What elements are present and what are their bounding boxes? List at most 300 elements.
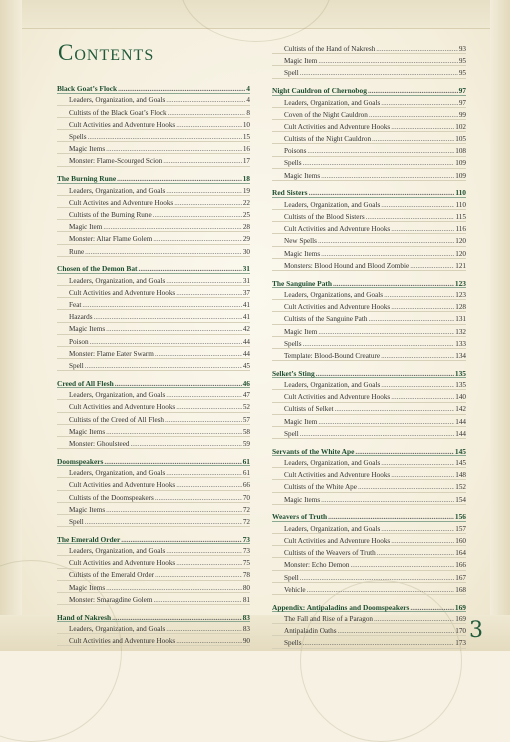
toc-entry[interactable] [57, 556, 250, 568]
toc-entry[interactable] [272, 624, 466, 636]
toc-entry[interactable] [57, 245, 250, 257]
toc-entry[interactable] [272, 54, 466, 66]
toc-entry[interactable] [57, 478, 250, 490]
section-title: Night Cauldron of Chernobog [272, 86, 367, 96]
entry-title: Cultists of the Doomspeakers [69, 493, 154, 502]
entry-page-number: 154 [455, 495, 466, 504]
entry-page-number: 128 [455, 303, 466, 312]
entry-title: Monster: Ghoulsteed [69, 439, 130, 448]
toc-entry[interactable] [57, 130, 250, 142]
entry-page-number: 75 [242, 559, 250, 568]
dot-leader [106, 326, 242, 333]
entry-page-number: 134 [455, 351, 466, 360]
entry-page-number: 83 [242, 625, 250, 634]
entry-title: Magic Items [69, 325, 106, 334]
toc-section-heading[interactable] [272, 184, 466, 198]
entry-title: Monster: Smaragdine Golem [69, 595, 153, 604]
toc-entry[interactable] [272, 636, 466, 648]
toc-section-heading[interactable] [57, 609, 250, 623]
toc-entry[interactable] [57, 437, 250, 449]
dot-leader [391, 304, 454, 311]
dot-leader [309, 189, 455, 196]
entry-title: Cultists of the White Ape [284, 483, 357, 492]
entry-page-number: 97 [458, 98, 466, 107]
dot-leader [88, 134, 242, 141]
dot-leader [307, 587, 455, 594]
entry-page-number: 42 [242, 325, 250, 334]
entry-title: Cultists of the Black Goat’s Flock [69, 108, 167, 117]
entry-title: Magic Item [284, 417, 318, 426]
dot-leader [391, 394, 454, 401]
entry-title: The Fall and Rise of a Paragon [284, 614, 374, 623]
dot-leader [166, 470, 242, 477]
dot-leader [153, 236, 242, 243]
toc-entry[interactable] [57, 544, 250, 556]
dot-leader [94, 314, 242, 321]
entry-title: Magic Items [69, 505, 106, 514]
entry-page-number: 80 [242, 583, 250, 592]
toc-entry[interactable] [57, 466, 250, 478]
dot-leader [115, 380, 242, 387]
toc-section-heading[interactable] [57, 453, 250, 467]
entry-title: Cult Activities and Adventure Hooks [284, 471, 391, 480]
toc-entry[interactable] [272, 288, 466, 300]
entry-title: Cult Activities and Adventure Hooks [284, 393, 391, 402]
toc-entry[interactable] [272, 312, 466, 324]
dot-leader [366, 214, 455, 221]
toc-entry[interactable] [272, 144, 466, 156]
entry-title: New Spells [284, 237, 317, 246]
entry-title: Monster: Altar Flame Golem [69, 235, 153, 244]
entry-page-number: 173 [455, 639, 466, 648]
toc-left-column [57, 80, 250, 646]
entry-title: Cultists of the Weavers of Truth [284, 549, 376, 558]
toc-entry[interactable] [57, 118, 250, 130]
entry-title: Leaders, Organization, and Goals [284, 459, 381, 468]
dot-leader [391, 472, 454, 479]
entry-page-number: 168 [455, 585, 466, 594]
entry-title: Monster: Flame Eater Swarm [69, 349, 154, 358]
toc-entry[interactable] [272, 108, 466, 120]
dot-leader [166, 97, 245, 104]
toc-section-heading[interactable] [57, 375, 250, 389]
toc-entry[interactable] [272, 415, 466, 427]
entry-title: Antipaladin Oaths [284, 627, 337, 636]
toc-section-heading[interactable] [272, 598, 466, 612]
entry-page-number: 28 [242, 223, 250, 232]
dot-leader [106, 585, 242, 592]
toc-entry[interactable] [272, 349, 466, 361]
toc-section-heading[interactable] [272, 365, 466, 379]
entry-title: Monster: Echo Demon [284, 561, 350, 570]
toc-entry[interactable] [57, 503, 250, 515]
entry-title: Spells [284, 639, 302, 648]
section-page-number: 18 [242, 174, 250, 184]
entry-title: Cultists of the Blood Sisters [284, 213, 365, 222]
toc-entry[interactable] [57, 335, 250, 347]
dot-leader [384, 292, 454, 299]
toc-right-column [272, 42, 466, 649]
entry-page-number: 120 [455, 249, 466, 258]
dot-leader [303, 160, 455, 167]
section-title: Doomspeakers [57, 456, 104, 466]
dot-leader [153, 212, 242, 219]
entry-page-number: 70 [242, 493, 250, 502]
entry-page-number: 19 [242, 186, 250, 195]
toc-entry[interactable] [272, 583, 466, 595]
entry-page-number: 61 [242, 469, 250, 478]
toc-entry[interactable] [57, 154, 250, 166]
dot-leader [410, 263, 454, 270]
entry-page-number: 166 [455, 561, 466, 570]
entry-title: Vehicle [284, 585, 306, 594]
toc-entry[interactable] [57, 298, 250, 310]
toc-entry[interactable] [57, 274, 250, 286]
dot-leader [85, 363, 242, 370]
entry-title: Magic Item [69, 223, 103, 232]
toc-entry[interactable] [272, 247, 466, 259]
entry-page-number: 8 [246, 108, 250, 117]
dot-leader [174, 200, 242, 207]
toc-entry[interactable] [57, 347, 250, 359]
toc-entry[interactable] [57, 232, 250, 244]
entry-title: Feat [69, 301, 82, 310]
toc-entry[interactable] [57, 491, 250, 503]
dot-leader [166, 548, 242, 555]
section-page-number: 83 [242, 612, 250, 622]
toc-entry[interactable] [272, 96, 466, 108]
section-page-number: 156 [454, 512, 466, 522]
section-title: The Burning Rune [57, 174, 117, 184]
toc-entry[interactable] [272, 300, 466, 312]
toc-entry[interactable] [272, 558, 466, 570]
dot-leader [166, 392, 242, 399]
dot-leader [381, 100, 458, 107]
toc-entry[interactable] [57, 634, 250, 646]
toc-entry[interactable] [272, 120, 466, 132]
toc-entry[interactable] [57, 569, 250, 581]
entry-title: Cult Activities and Adventure Hooks [69, 120, 176, 129]
entry-page-number: 109 [455, 159, 466, 168]
toc-entry[interactable] [57, 196, 250, 208]
dot-leader [176, 638, 242, 645]
toc-entry[interactable] [57, 413, 250, 425]
entry-title: Leaders, Organizations, and Goals [284, 290, 384, 299]
toc-entry[interactable] [272, 132, 466, 144]
entry-title: Leaders, Organization, and Goals [69, 469, 166, 478]
section-page-number: 110 [455, 188, 466, 198]
toc-entry[interactable] [272, 169, 466, 181]
entry-page-number: 93 [458, 44, 466, 53]
entry-page-number: 45 [242, 362, 250, 371]
toc-entry[interactable] [57, 208, 250, 220]
toc-entry[interactable] [57, 323, 250, 335]
dot-leader [376, 46, 458, 53]
entry-title: Cult Activities and Adventure Hooks [69, 559, 176, 568]
entry-title: Spells [69, 133, 87, 142]
entry-page-number: 44 [242, 349, 250, 358]
dot-leader [381, 353, 454, 360]
dot-leader [300, 575, 454, 582]
toc-entry[interactable] [272, 522, 466, 534]
entry-page-number: 120 [455, 237, 466, 246]
entry-title: Cultists of the Burning Rune [69, 210, 152, 219]
dot-leader [176, 482, 242, 489]
dot-leader [138, 265, 241, 272]
toc-entry[interactable] [57, 581, 250, 593]
section-page-number: 73 [242, 534, 250, 544]
entry-title: Cultists of the Hand of Nakresh [284, 44, 376, 53]
dot-leader [155, 572, 242, 579]
toc-entry[interactable] [272, 390, 466, 402]
dot-leader [318, 238, 454, 245]
entry-title: Leaders, Organization, and Goals [284, 524, 381, 533]
entry-page-number: 140 [455, 393, 466, 402]
toc-entry[interactable] [272, 456, 466, 468]
entry-page-number: 108 [455, 147, 466, 156]
entry-title: Cult Activities and Adventure Hooks [284, 303, 391, 312]
toc-section-heading[interactable] [272, 443, 466, 457]
toc-entry[interactable] [272, 534, 466, 546]
entry-page-number: 121 [455, 261, 466, 270]
section-title: Chosen of the Demon Bat [57, 264, 138, 274]
section-title: Creed of All Flesh [57, 378, 114, 388]
section-title: Servants of the White Ape [272, 446, 355, 456]
dot-leader [381, 382, 454, 389]
entry-title: Spell [69, 517, 84, 526]
dot-leader [176, 122, 242, 129]
toc-entry[interactable] [272, 157, 466, 169]
dot-leader [118, 85, 245, 92]
entry-page-number: 31 [242, 276, 250, 285]
dot-leader [381, 202, 454, 209]
dot-leader [82, 302, 241, 309]
entry-title: Leaders, Organization, and Goals [69, 625, 166, 634]
section-page-number: 4 [246, 84, 250, 94]
entry-title: Spell [284, 573, 299, 582]
dot-leader [153, 597, 241, 604]
toc-section-heading[interactable] [272, 275, 466, 289]
entry-page-number: 105 [455, 135, 466, 144]
section-title: Selket’s Sting [272, 368, 315, 378]
dot-leader [381, 526, 454, 533]
entry-page-number: 78 [242, 571, 250, 580]
section-title: The Emerald Order [57, 534, 121, 544]
entry-title: Magic Item [284, 57, 318, 66]
entry-title: Leaders, Organization, and Goals [69, 547, 166, 556]
toc-entry[interactable] [272, 480, 466, 492]
dot-leader [104, 458, 241, 465]
section-title: Black Goat’s Flock [57, 84, 118, 94]
toc-entry[interactable] [272, 468, 466, 480]
entry-title: Coven of the Night Cauldron [284, 110, 368, 119]
toc-entry[interactable] [57, 515, 250, 527]
entry-page-number: 109 [455, 171, 466, 180]
entry-title: Leaders, Organization, and Goals [284, 98, 381, 107]
dot-leader [85, 249, 242, 256]
dot-leader [391, 124, 454, 131]
entry-title: Spell [284, 429, 299, 438]
dot-leader [318, 329, 454, 336]
decorative-border-right [490, 0, 510, 651]
toc-entry[interactable] [272, 427, 466, 439]
toc-entry[interactable] [272, 571, 466, 583]
dot-leader [318, 58, 457, 65]
entry-title: Leaders, Organization, and Goals [284, 381, 381, 390]
section-page-number: 61 [242, 456, 250, 466]
dot-leader [391, 226, 454, 233]
entry-title: Cult Activities and Adventure Hooks [284, 536, 391, 545]
section-title: Appendix: Antipaladins and Doomspeakers [272, 602, 410, 612]
toc-entry[interactable] [57, 388, 250, 400]
dot-leader [176, 560, 242, 567]
toc-section-heading[interactable] [57, 531, 250, 545]
dot-leader [333, 280, 454, 287]
entry-page-number: 52 [242, 403, 250, 412]
toc-entry[interactable] [57, 359, 250, 371]
entry-page-number: 131 [455, 315, 466, 324]
dot-leader [328, 513, 454, 520]
entry-title: Magic Item [284, 327, 318, 336]
entry-title: Leaders, Organization, and Goals [284, 200, 381, 209]
entry-page-number: 10 [242, 120, 250, 129]
dot-leader [112, 614, 242, 621]
entry-page-number: 90 [242, 637, 250, 646]
toc-entry[interactable] [57, 310, 250, 322]
toc-section-heading[interactable] [272, 508, 466, 522]
toc-entry[interactable] [57, 106, 250, 118]
dot-leader [168, 110, 246, 117]
dot-leader [358, 484, 454, 491]
entry-title: Spells [284, 159, 302, 168]
dot-leader [90, 339, 242, 346]
entry-page-number: 144 [455, 429, 466, 438]
toc-entry[interactable] [57, 94, 250, 106]
toc-entry[interactable] [57, 593, 250, 605]
toc-entry[interactable] [57, 220, 250, 232]
entry-page-number: 157 [455, 524, 466, 533]
dot-leader [166, 626, 242, 633]
dot-leader [106, 146, 242, 153]
toc-entry[interactable] [57, 400, 250, 412]
entry-title: Leaders, Organization, and Goals [69, 276, 166, 285]
toc-entry[interactable] [57, 622, 250, 634]
section-page-number: 31 [242, 264, 250, 274]
section-page-number: 123 [454, 278, 466, 288]
entry-page-number: 169 [455, 614, 466, 623]
toc-entry[interactable] [272, 198, 466, 210]
dot-leader [155, 495, 242, 502]
toc-entry[interactable] [57, 425, 250, 437]
entry-page-number: 123 [455, 290, 466, 299]
entry-title: Spell [284, 69, 299, 78]
entry-title: Rune [69, 247, 85, 256]
entry-page-number: 17 [242, 157, 250, 166]
toc-entry[interactable] [272, 325, 466, 337]
entry-page-number: 167 [455, 573, 466, 582]
dot-leader [410, 604, 454, 611]
dot-leader [368, 316, 454, 323]
dot-leader [165, 417, 242, 424]
toc-section-heading[interactable] [57, 170, 250, 184]
entry-title: Magic Items [284, 171, 321, 180]
entry-page-number: 16 [242, 145, 250, 154]
toc-entry[interactable] [272, 612, 466, 624]
toc-entry[interactable] [57, 286, 250, 298]
toc-section-heading[interactable] [57, 260, 250, 274]
dot-leader [355, 448, 454, 455]
dot-leader [369, 112, 458, 119]
toc-entry[interactable] [272, 493, 466, 505]
entry-title: Leaders, Organization, and Goals [69, 391, 166, 400]
entry-page-number: 72 [242, 517, 250, 526]
toc-section-heading[interactable] [57, 80, 250, 94]
section-page-number: 145 [454, 446, 466, 456]
dot-leader [318, 419, 454, 426]
toc-entry[interactable] [272, 546, 466, 558]
entry-title: Magic Items [284, 249, 321, 258]
dot-leader [391, 538, 454, 545]
toc-entry[interactable] [272, 259, 466, 271]
section-page-number: 135 [454, 368, 466, 378]
entry-page-number: 148 [455, 471, 466, 480]
toc-entry[interactable] [272, 403, 466, 415]
toc-entry[interactable] [272, 222, 466, 234]
entry-title: Leaders, Organization, and Goals [69, 96, 166, 105]
entry-page-number: 102 [455, 122, 466, 131]
toc-entry[interactable] [272, 210, 466, 222]
entry-title: Magic Items [69, 427, 106, 436]
dot-leader [335, 406, 455, 413]
dot-leader [381, 460, 454, 467]
dot-leader [303, 640, 455, 647]
dot-leader [121, 536, 241, 543]
entry-page-number: 29 [242, 235, 250, 244]
entry-page-number: 37 [242, 288, 250, 297]
section-title: Hand of Nakresh [57, 612, 112, 622]
entry-page-number: 145 [455, 459, 466, 468]
entry-page-number: 57 [242, 415, 250, 424]
entry-title: Cult Activities and Adventure Hooks [284, 122, 391, 131]
toc-entry[interactable] [272, 337, 466, 349]
dot-leader [321, 173, 454, 180]
toc-entry[interactable] [57, 142, 250, 154]
toc-section-heading[interactable] [272, 82, 466, 96]
entry-page-number: 41 [242, 313, 250, 322]
entry-title: Spells [284, 339, 302, 348]
section-title: Red Sisters [272, 188, 308, 198]
dot-leader [368, 87, 458, 94]
dot-leader [321, 251, 454, 258]
dot-leader [106, 429, 242, 436]
toc-entry[interactable] [272, 378, 466, 390]
entry-page-number: 152 [455, 483, 466, 492]
toc-entry[interactable] [272, 42, 466, 54]
dot-leader [374, 616, 454, 623]
entry-page-number: 164 [455, 549, 466, 558]
entry-title: Cultists of the Night Cauldron [284, 135, 372, 144]
toc-entry[interactable] [272, 234, 466, 246]
entry-title: Cult Activities and Adventure Hooks [69, 403, 176, 412]
dot-leader [155, 351, 242, 358]
entry-page-number: 95 [458, 57, 466, 66]
toc-entry[interactable] [272, 66, 466, 78]
dot-leader [321, 497, 454, 504]
entry-title: Cult Activities and Adventure Hooks [69, 481, 176, 490]
toc-entry[interactable] [57, 184, 250, 196]
entry-title: Cult Activites and Adventure Hooks [69, 198, 174, 207]
entry-title: Poisons [284, 147, 307, 156]
